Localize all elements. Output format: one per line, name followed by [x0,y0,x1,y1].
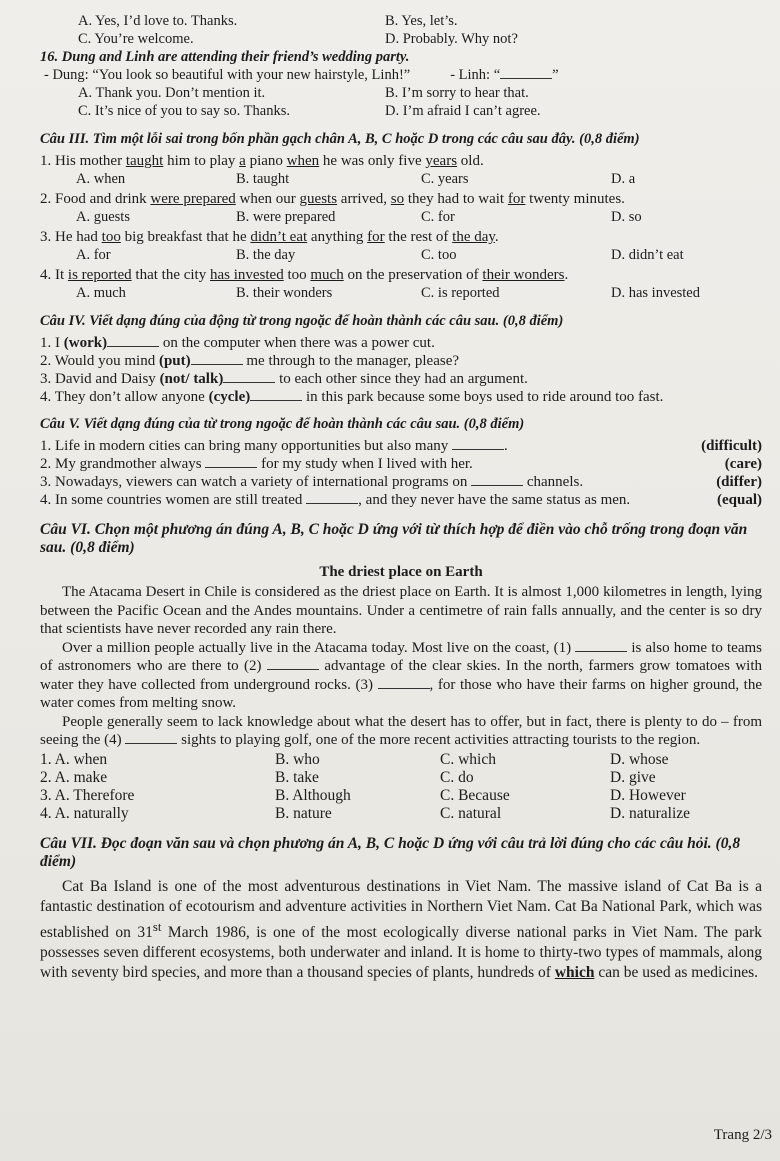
s3q1-text: piano [245,153,287,169]
s6q3-option-d: D. However [610,786,686,804]
q16-dung-line: - Dung: “You look so beautiful with your new hairstyle, Linh!” [44,67,411,83]
section-6-title: Câu VI. Chọn một phương án đúng A, B, C hoặc D ứng với từ thích hợp để điền vào chỗ trống trong đoạn văn sau. (0,8 điểm) [40,521,748,556]
q15-option-c: C. You’re welcome. [78,31,194,47]
s3q3-text: . [494,229,499,245]
s4q2-pre: 2. Would you mind [40,353,159,369]
q16-answer-blank [500,66,552,79]
s3q4-text: that the city [131,267,210,283]
s7-superscript: st [152,918,162,934]
s3q3-option-d: D. didn’t eat [611,247,684,263]
s6q4-option-b: B. nature [275,804,332,822]
gap-1-blank [575,639,627,652]
s3q4-text: on the preservation of [343,267,483,283]
s4-question-3 [40,370,762,388]
s6q1-option-b: B. who [275,750,320,768]
s4q4-pre: 4. They don’t allow anyone [40,389,209,405]
s3q3-text: big breakfast that he [120,229,251,245]
s5q4-word: (equal) [717,492,762,508]
p2-text-b: is also home to teams of astronomers who are there to (2) [40,639,762,674]
s3q1-text: he was only five [319,153,426,169]
s3q3-option-a: A. for [76,247,111,263]
s3q2-option-d: D. so [611,209,642,225]
s4q3-post: to each other since they had an argument. [275,371,528,387]
s6q3-option-a: 3. A. Therefore [40,786,135,804]
s6q1-option-c: C. which [440,750,496,768]
s4q1-verb: (work) [63,335,108,351]
page-number: Trang 2/3 [713,1127,772,1143]
q16-options-row-1 [40,84,762,102]
s4q4-post: in this park because some boys used to ride around too fast. [302,389,664,405]
s3q2-text: they had to wait [404,191,508,207]
s5q4-post: , and they never have the same status as men. [358,492,631,508]
s3-question-3 [40,228,762,246]
s3q2-option-b: B. were prepared [236,209,336,225]
s3q1-underline-b: taught [125,153,164,169]
s6q2-option-b: B. take [275,768,319,786]
s3q3-underline-a: for [367,229,385,245]
s3q2-text: when our [235,191,300,207]
s3q1-option-b: B. taught [236,171,290,187]
s6-options-2 [40,769,762,787]
s7-text-a: Cat Ba Island is one of the most adventurous destinations in Viet Nam. The massive island of Cat Ba is a fantastic destination of ecotourism and adventure activities in Northern Viet Nam. Cat Ba National Park, which was established on 31 [40,877,762,941]
p2-text-d: , for those who have their farms on higher ground, the water comes from melting snow. [40,676,762,711]
s3q3-option-b: B. the day [236,247,296,263]
s4q4-blank [250,388,302,401]
s6q2-option-c: C. do [440,768,474,786]
s6q3-option-c: C. Because [440,786,510,804]
q15-option-a: A. Yes, I’d love to. Thanks. [78,13,238,29]
s4q2-post: me through to the manager, please? [242,353,460,369]
section-5-title: Câu V. Viết dạng đúng của từ trong ngoặc để hoàn thành các câu sau. (0,8 điểm) [40,416,525,432]
s5q4-pre: 4. In some countries women are still treated [40,492,307,508]
s6-options-3 [40,787,762,805]
s7-underlined-which: which [554,963,595,981]
s3q2-underline-b: were prepared [150,191,236,207]
section-5-items [40,437,762,509]
s5q2-word: (care) [724,456,762,472]
p3-text-b: sights to playing golf, one of the more recent activities attracting tourists to the region. [177,732,701,748]
s3q4-option-c: C. is reported [421,285,500,301]
q15-option-b: B. Yes, let’s. [385,13,458,29]
s5q3-post: channels. [523,474,584,490]
s3q2-text: 2. Food and drink [40,191,151,207]
gap-3-blank [378,676,430,689]
s4q1-post: on the computer when there was a power cut. [159,335,435,351]
s3q4-option-a: A. much [76,285,126,301]
exam-content [40,12,762,983]
s3q3-text: the rest of [384,229,453,245]
s6q3-option-b: B. Although [275,786,351,804]
q16-option-a: A. Thank you. Don’t mention it. [78,85,266,101]
s3q2-underline-c: for [507,191,526,207]
section-4-items [40,334,762,406]
s4q3-verb: (not/ talk) [159,371,224,387]
s3q3-underline-c: too [101,229,121,245]
s5q1-word: (difficult) [701,438,762,454]
q16-option-b: B. I’m sorry to hear that. [385,85,529,101]
s3q3-text: 3. He had [40,229,102,245]
section-7-passage [40,877,762,983]
s3q2-text: twenty minutes. [525,191,625,207]
s3q4-option-d: D. has invested [611,285,700,301]
s4q1-pre: 1. I [40,335,64,351]
s3-options-3 [40,246,762,264]
p2-text-a: Over a million people actually live in the Atacama today. Most live on the coast, (1) [62,639,576,656]
s3-options-4 [40,284,762,302]
s4q3-blank [223,370,275,383]
s5q2-post: for my study when I lived with her. [257,456,473,472]
s3-options-2 [40,208,762,226]
gap-2-blank [267,657,319,670]
s3q1-text: him to play [163,153,240,169]
s3q4-underline-d: has invested [209,267,284,283]
s3q3-option-c: C. too [421,247,457,263]
s5-question-2 [40,455,762,473]
s6q1-option-d: D. whose [610,750,669,768]
q16-linh-label: - Linh: “ [450,67,501,83]
s4q2-verb: (put) [158,353,191,369]
s4-question-1 [40,334,762,352]
section-6-options [40,751,762,823]
s6-options-1 [40,751,762,769]
s5q2-pre: 2. My grandmother always [40,456,206,472]
s5q1-blank [452,437,504,450]
s3q1-option-d: D. a [611,171,636,187]
s5q1-post: . [504,438,508,454]
q16-stem: 16. Dung and Linh are attending their friend’s wedding party. [40,49,410,65]
s6-options-4 [40,805,762,823]
s7-text-b: March 1986, is one of the most ecologically diverse national parks in Viet Nam. The park possesses seven different ecosystems, both underwater and inland. It is home to thirty-two types of mammals, along with seventy bird species, and more than a thousand species of plants, hundreds of [40,923,762,981]
s3q1-underline-c: years [425,153,458,169]
s5q3-pre: 3. Nowadays, viewers can watch a variety of international programs on [40,474,472,490]
s3q4-text: 4. It [40,267,68,283]
section-7-title: Câu VII. Đọc đoạn văn sau và chọn phương án A, B, C hoặc D ứng với câu trả lời đúng cho các câu hỏi. (0,8 điểm) [40,834,741,870]
s5q3-blank [471,473,523,486]
s4q3-pre: 3. David and Daisy [40,371,160,387]
gap-4-blank [125,731,177,744]
passage-title: The driest place on Earth [319,564,483,580]
q16-option-c: C. It’s nice of you to say so. Thanks. [78,103,290,119]
s3q3-text: anything [307,229,368,245]
p2-text-c: advantage of the clear skies. In the north, farmers grow tomatoes with water they have collected from underground rocks. (3) [40,658,762,693]
s3q4-text: too [283,267,311,283]
q16-dialogue [40,66,762,84]
section-3-items [40,152,762,302]
s4-question-2 [40,352,762,370]
s5q3-word: (differ) [716,474,762,490]
s4q2-blank [191,352,243,365]
s3-options-1 [40,170,762,188]
s3q2-option-c: C. for [421,209,455,225]
s6q2-option-a: 2. A. make [40,768,108,786]
s3q3-underline-d: didn’t eat [250,229,308,245]
s6q2-option-d: D. give [610,768,656,786]
s3q4-underline-a: much [310,267,344,283]
section-3-title: Câu III. Tìm một lỗi sai trong bốn phần gạch chân A, B, C hoặc D trong các câu sau đây. (0,8 điểm) [40,131,640,147]
s5-question-1 [40,437,762,455]
q16-option-d: D. I’m afraid I can’t agree. [385,103,541,119]
s4q1-blank [107,334,159,347]
q16-options-row-2 [40,102,762,120]
s7-text-c: can be used as medicines. [594,963,759,981]
s6q4-option-d: D. naturalize [610,804,691,822]
s5-question-3 [40,473,762,491]
s3q2-text: arrived, [337,191,391,207]
s5q2-blank [205,455,257,468]
s3q1-text: old. [457,153,484,169]
s5q1-pre: 1. Life in modern cities can bring many opportunities but also many [40,438,452,454]
s3q3-underline-b: the day [452,229,495,245]
passage-paragraph-1: The Atacama Desert in Chile is considered as the driest place on Earth. It is almost 1,000 kilometres in length, lying between the Pacific Ocean and the Andes mountains. Under a centimetre of rain falls annually, and the center is so dry that scientists have never recorded any rain there. [40,584,762,637]
q16-linh-end: ” [552,67,559,83]
s3-question-1 [40,152,762,170]
s3q2-option-a: A. guests [76,209,130,225]
s3q1-underline-d: a [239,153,246,169]
s3q1-option-a: A. when [76,171,126,187]
s5q4-blank [306,491,358,504]
passage-paragraph-3 [40,713,762,750]
s3q1-underline-a: when [286,153,320,169]
p3-text-a: People generally seem to lack knowledge about what the desert has to offer, but in fact, there is plenty to do – from seeing the (4) [40,713,762,748]
s3q4-underline-c: is reported [67,267,132,283]
s6q4-option-c: C. natural [440,804,502,822]
s3q2-underline-a: guests [299,191,338,207]
s3q4-option-b: B. their wonders [236,285,333,301]
s3q1-text: 1. His mother [40,153,126,169]
s6q4-option-a: 4. A. naturally [40,804,129,822]
s3-question-2 [40,190,762,208]
q15-options-row-1 [40,12,762,30]
q15-option-d: D. Probably. Why not? [385,31,518,47]
section-4-title: Câu IV. Viết dạng đúng của động từ trong ngoặc để hoàn thành các câu sau. (0,8 điểm) [40,313,564,329]
s3-question-4 [40,266,762,284]
passage-paragraph-2 [40,639,762,713]
q16-linh-line [450,66,558,84]
s6q1-option-a: 1. A. when [40,750,108,768]
s5-question-4 [40,491,762,509]
s4q4-verb: (cycle) [208,389,251,405]
s3q4-text: . [564,267,569,283]
s3q4-underline-b: their wonders [482,267,565,283]
s3q2-underline-d: so [390,191,405,207]
q15-options-row-2 [40,30,762,48]
s4-question-4 [40,388,762,406]
s3q1-option-c: C. years [421,171,469,187]
